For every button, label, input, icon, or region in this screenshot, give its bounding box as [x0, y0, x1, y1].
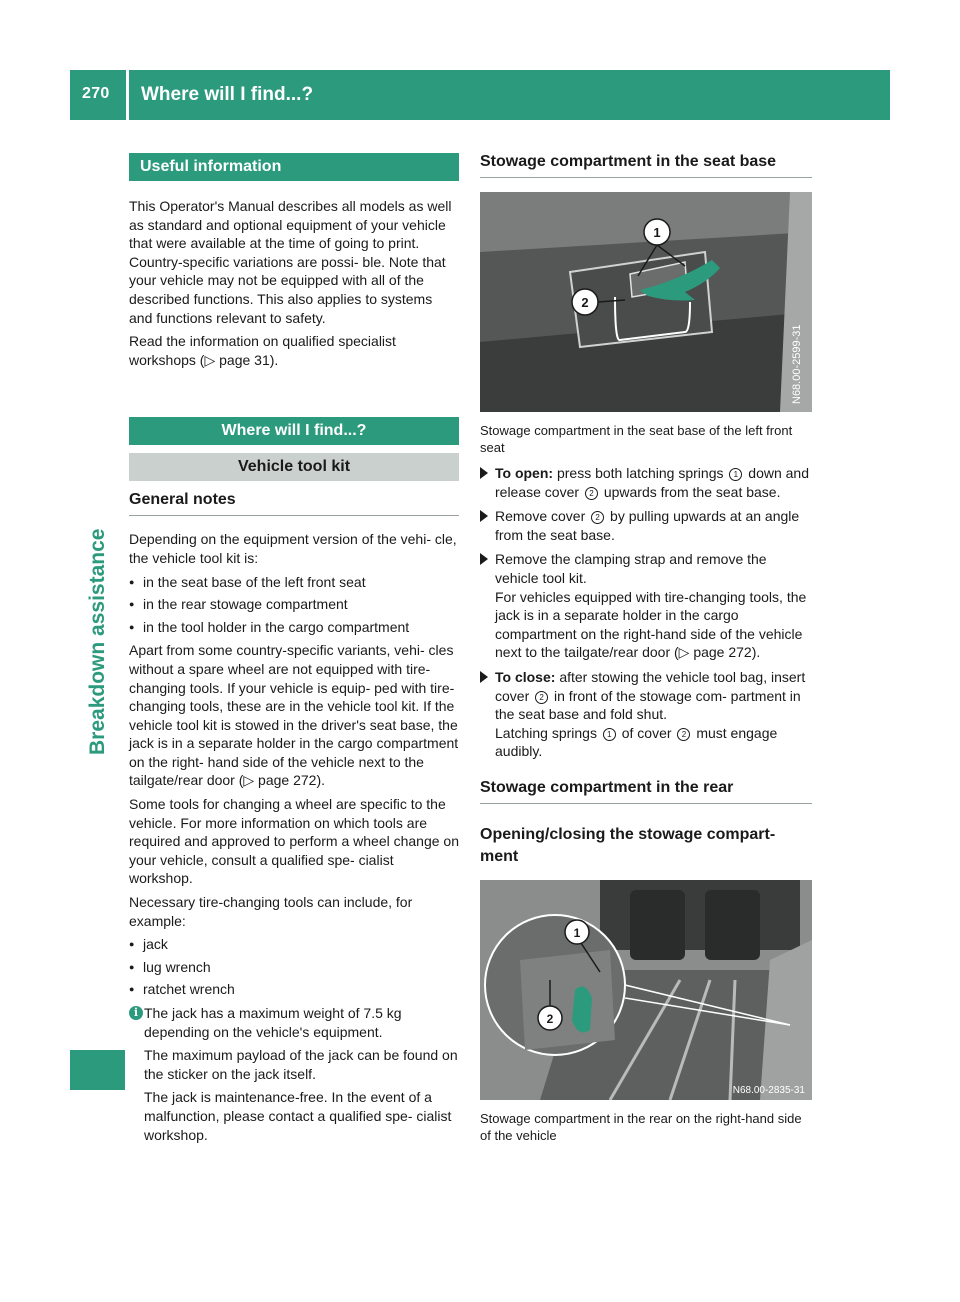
- step-label: To close:: [495, 668, 556, 685]
- step-text: upwards from the seat base.: [603, 483, 781, 500]
- tool-kit-locations: [129, 573, 459, 637]
- specialist-workshop-ref[interactable]: Read the information on qualified specialist workshops (▷ page 31).: [129, 333, 396, 368]
- left-column: [129, 153, 459, 1149]
- seat-base-illustration: [480, 192, 812, 412]
- callout-ref-1: 1: [603, 728, 616, 741]
- page-title: Where will I find...?: [141, 84, 314, 105]
- list-item: ● lug wrench: [129, 958, 459, 977]
- step-open: [480, 464, 812, 501]
- right-column: [480, 153, 812, 1152]
- list-item: ● in the tool holder in the cargo compartment: [129, 618, 459, 637]
- rear-stowage-heading: Stowage compartment in the rear: [480, 779, 812, 804]
- figure-code: N68.00-2599-31: [791, 324, 803, 404]
- intro-paragraph: Depending on the equipment version of the vehi- cle, the vehicle tool kit is:: [129, 531, 457, 566]
- spare-wheel-paragraph: Apart from some country-specific variants, vehi- cles without a spare wheel are not equipped with tire-changing tools. If your vehicle is equip- ped with tire-changing tools, these are in the vehicle tool kit. If the vehicle tool kit is stowed in the driver's seat base, the jack is in a separate holder in the cargo compartment on the right- hand side of the vehicle next to the tailgate/rear door (▷ page 272).: [129, 642, 459, 789]
- step-arrow-icon: [480, 671, 488, 683]
- step-text: down and release cover: [495, 465, 809, 500]
- callout-2: 2: [546, 1011, 554, 1026]
- callout-ref-2: 2: [535, 691, 548, 704]
- callout-ref-2: 2: [585, 487, 598, 500]
- step-text: of cover: [621, 724, 672, 741]
- general-notes-heading: General notes: [129, 491, 459, 516]
- seat-base-figure: [480, 192, 812, 412]
- figure-caption: Stowage compartment in the seat base of the left front seat: [480, 423, 793, 455]
- rear-stowage-illustration: [480, 880, 812, 1100]
- step-remove-cover: [480, 507, 812, 544]
- header-divider: [126, 70, 129, 120]
- info-text: The maximum payload of the jack can be found on the sticker on the jack itself.: [144, 1047, 458, 1082]
- figure-caption: Stowage compartment in the rear on the right-hand side of the vehicle: [480, 1110, 802, 1143]
- specific-tools-paragraph: Some tools for changing a wheel are specific to the vehicle. For more information on which tools are required and approved to perform a wheel change on your vehicle, consult a qualified spe- cialist workshop.: [129, 796, 459, 887]
- useful-info-heading: Useful information: [129, 153, 459, 181]
- step-text: by pulling upwards at an angle from the seat base.: [495, 508, 800, 543]
- callout-2: 2: [581, 295, 589, 310]
- side-tab-marker: [70, 1050, 125, 1090]
- info-text: The jack has a maximum weight of 7.5 kg depending on the vehicle's equipment.: [144, 1005, 402, 1040]
- info-note: [129, 1004, 459, 1144]
- tool-kit-heading: Vehicle tool kit: [129, 453, 459, 481]
- callout-ref-2: 2: [677, 728, 690, 741]
- side-tab-label: Breakdown assistance: [86, 528, 109, 755]
- step-arrow-icon: [480, 553, 488, 565]
- callout-1: 1: [573, 925, 581, 940]
- list-item: ● jack: [129, 935, 459, 954]
- seat-base-heading: Stowage compartment in the seat base: [480, 153, 812, 178]
- step-label: To open:: [495, 465, 554, 481]
- page-number: 270: [82, 85, 110, 102]
- step-text: press both latching springs: [556, 465, 724, 481]
- rear-stowage-figure: [480, 880, 812, 1100]
- list-item: ● in the rear stowage compartment: [129, 595, 459, 614]
- where-heading: Where will I find...?: [129, 417, 459, 445]
- step-text: Remove cover: [495, 508, 586, 525]
- figure-code: N68.00-2835-31: [732, 1084, 805, 1096]
- opening-closing-heading: Opening/closing the stowage compart- ment: [480, 825, 776, 865]
- list-item: ● in the seat base of the left front seat: [129, 573, 459, 592]
- callout-ref-1: 1: [729, 468, 742, 481]
- step-text: after stowing the vehicle tool bag, insert cover: [495, 668, 806, 704]
- info-icon: i: [129, 1006, 143, 1020]
- useful-info-paragraph: This Operator's Manual describes all models as well as standard and optional equipment of your vehicle that were available at the time of going to print. Country-specific variations are possi- ble. Note that your vehicle may not be equipped with all of the described functions. This also applies to systems and functions relevant to safety.: [129, 198, 452, 326]
- step-arrow-icon: [480, 510, 488, 522]
- tire-tools-list: [129, 935, 459, 999]
- step-remove-kit: [480, 550, 812, 662]
- list-item: ● ratchet wrench: [129, 980, 459, 999]
- necessary-tools-paragraph: Necessary tire-changing tools can include, for example:: [129, 894, 413, 929]
- step-arrow-icon: [480, 467, 488, 479]
- callout-ref-2: 2: [591, 511, 604, 524]
- step-close: [480, 668, 812, 761]
- info-text: The jack is maintenance-free. In the event of a malfunction, please contact a qualified spe- cialist workshop.: [144, 1089, 452, 1143]
- step-text: must engage audibly.: [495, 724, 778, 760]
- step-text: in front of the stowage com- partment in the seat base and fold shut.: [495, 687, 801, 723]
- step-text: Latching springs: [495, 724, 597, 741]
- callout-1: 1: [653, 225, 661, 240]
- step-text[interactable]: For vehicles equipped with tire-changing tools, the jack is in a separate holder in the cargo compartment on the right-hand side of the vehicle next to the tailgate/rear door (▷ page 272).: [495, 588, 807, 661]
- step-text: Remove the clamping strap and remove the vehicle tool kit.: [495, 551, 767, 586]
